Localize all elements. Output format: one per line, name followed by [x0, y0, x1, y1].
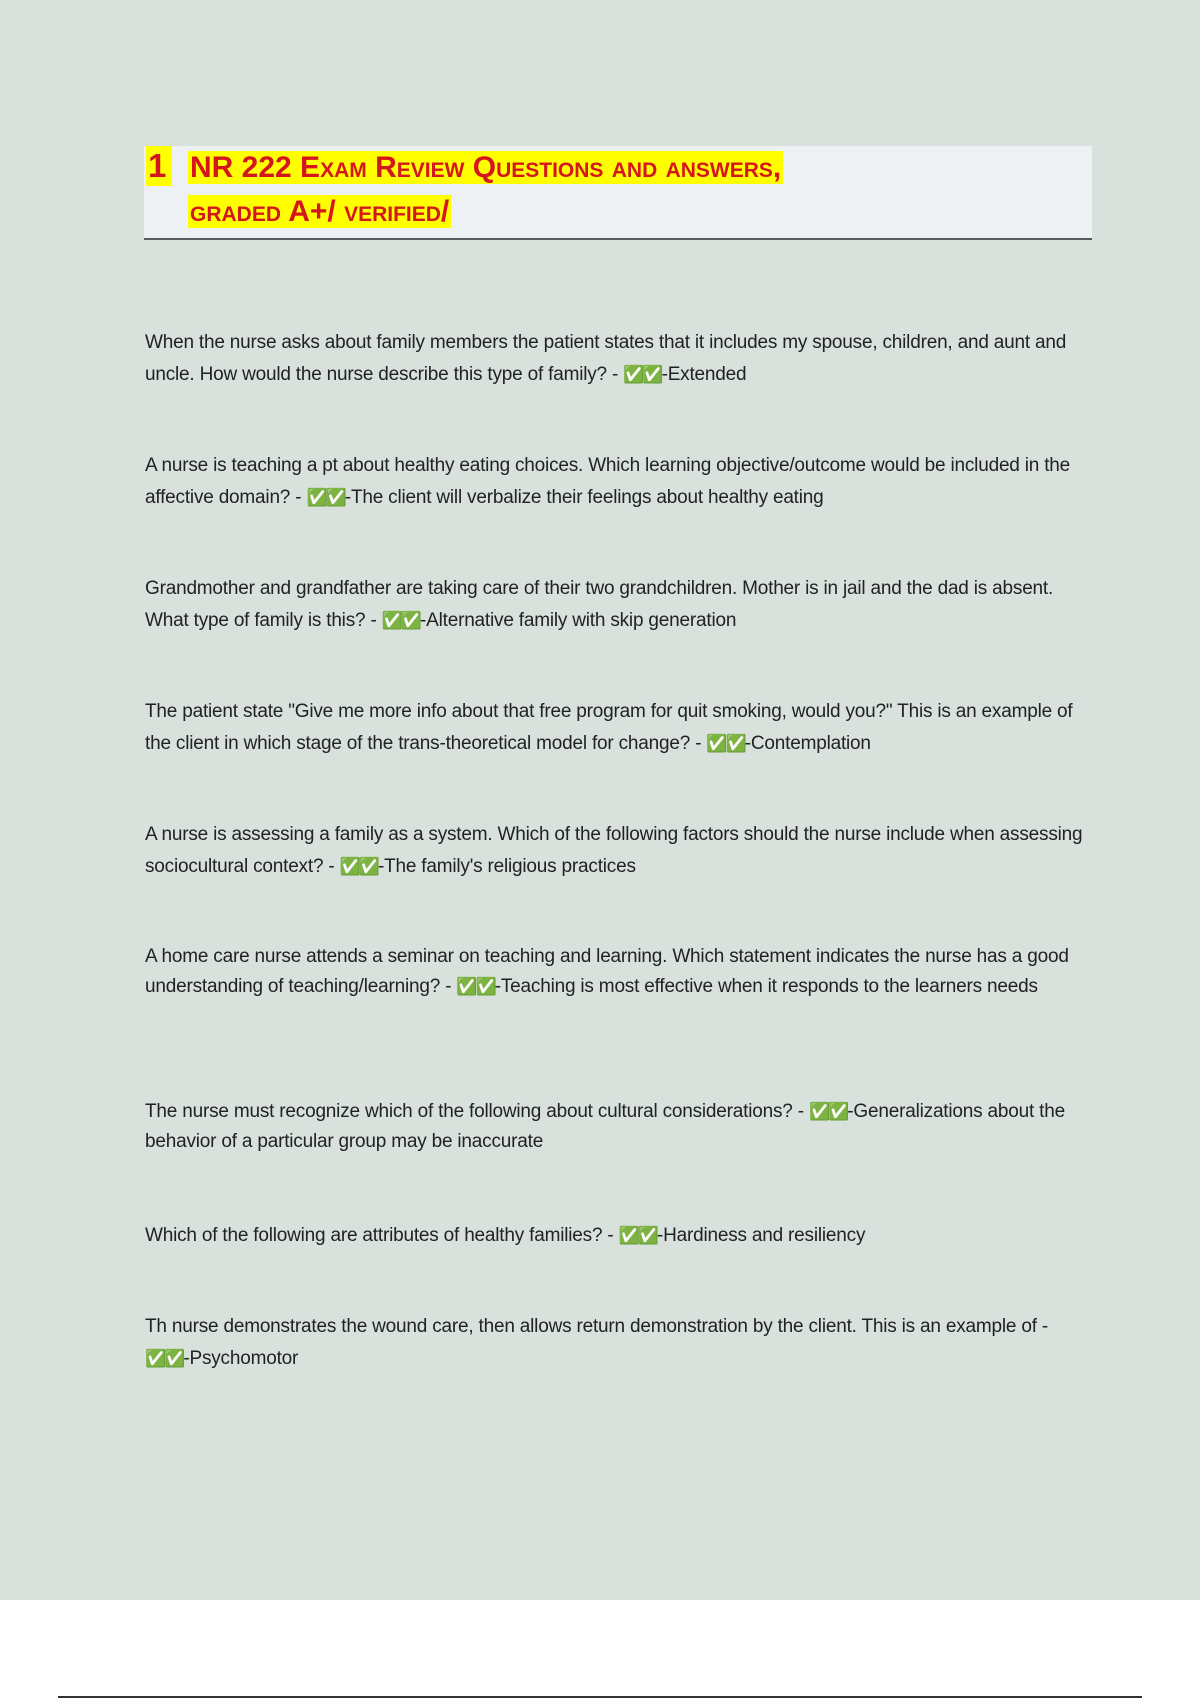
answer-text: -Psychomotor — [183, 1348, 299, 1369]
question-text: When the nurse asks about family members the patient states that it includes my spouse, children, and aunt and uncle. How would the nurse describe this type of family? - — [145, 332, 1067, 385]
question-text: A home care nurse attends a seminar on teaching and learning. Which statement indicates the nurse has a good understanding of teaching/learning? - — [145, 946, 1069, 997]
double-check-icon: ✅✅ — [623, 365, 662, 385]
title-line-1: NR 222 Exam Review Questions and answers, — [190, 151, 782, 184]
question-text: The patient state "Give me more info about that free program for quit smoking, would you?" This is an example of the client in which stage of the trans-theoretical model for change? - — [145, 701, 1073, 754]
double-check-icon: ✅✅ — [456, 977, 495, 997]
answer-text: -The client will verbalize their feelings about healthy eating — [344, 487, 824, 508]
qa-item — [145, 1097, 1095, 1156]
title-line-2: graded A+/ verified/ — [190, 195, 450, 228]
question-text: A nurse is assessing a family as a system. Which of the following factors should the nurse include when assessing sociocultural context? - — [145, 824, 1083, 877]
qa-item — [145, 696, 1095, 760]
qa-item — [145, 450, 1095, 514]
question-text: Which of the following are attributes of healthy families? - — [145, 1225, 619, 1246]
answer-text: -Contemplation — [744, 733, 871, 754]
double-check-icon: ✅✅ — [339, 857, 378, 877]
answer-text: -Generalizations about the behavior of a particular group may be inaccurate — [145, 1101, 1065, 1152]
answer-text: -Extended — [661, 364, 747, 385]
answer-text: -Teaching is most effective when it responds to the learners needs — [494, 976, 1038, 997]
double-check-icon: ✅✅ — [145, 1349, 184, 1369]
answer-text: -Alternative family with skip generation — [420, 610, 737, 631]
double-check-icon: ✅✅ — [706, 734, 745, 754]
qa-item — [145, 327, 1095, 391]
qa-item — [145, 1220, 1095, 1252]
qa-item — [145, 573, 1095, 637]
answer-text: -Hardiness and resiliency — [656, 1225, 866, 1246]
question-text: Th nurse demonstrates the wound care, then allows return demonstration by the client. This is an example of - — [145, 1316, 1048, 1337]
qa-item — [145, 819, 1095, 883]
answer-text: -The family's religious practices — [377, 856, 636, 877]
qa-item — [145, 1311, 1095, 1375]
double-check-icon: ✅✅ — [618, 1226, 657, 1246]
double-check-icon: ✅✅ — [808, 1102, 848, 1122]
double-check-icon: ✅✅ — [381, 611, 420, 631]
double-check-icon: ✅✅ — [306, 488, 345, 508]
question-text: The nurse must recognize which of the following about cultural considerations? - — [145, 1101, 809, 1122]
footer-divider — [58, 1696, 1142, 1698]
page-title — [188, 146, 1068, 234]
heading-number: 1 — [146, 146, 172, 186]
question-text: A nurse is teaching a pt about healthy eating choices. Which learning objective/outcome would be included in the affective domain? - — [145, 455, 1071, 508]
question-text: Grandmother and grandfather are taking care of their two grandchildren. Mother is in jail and the dad is absent. What type of family is this? - — [145, 578, 1054, 631]
qa-item — [145, 942, 1095, 1002]
